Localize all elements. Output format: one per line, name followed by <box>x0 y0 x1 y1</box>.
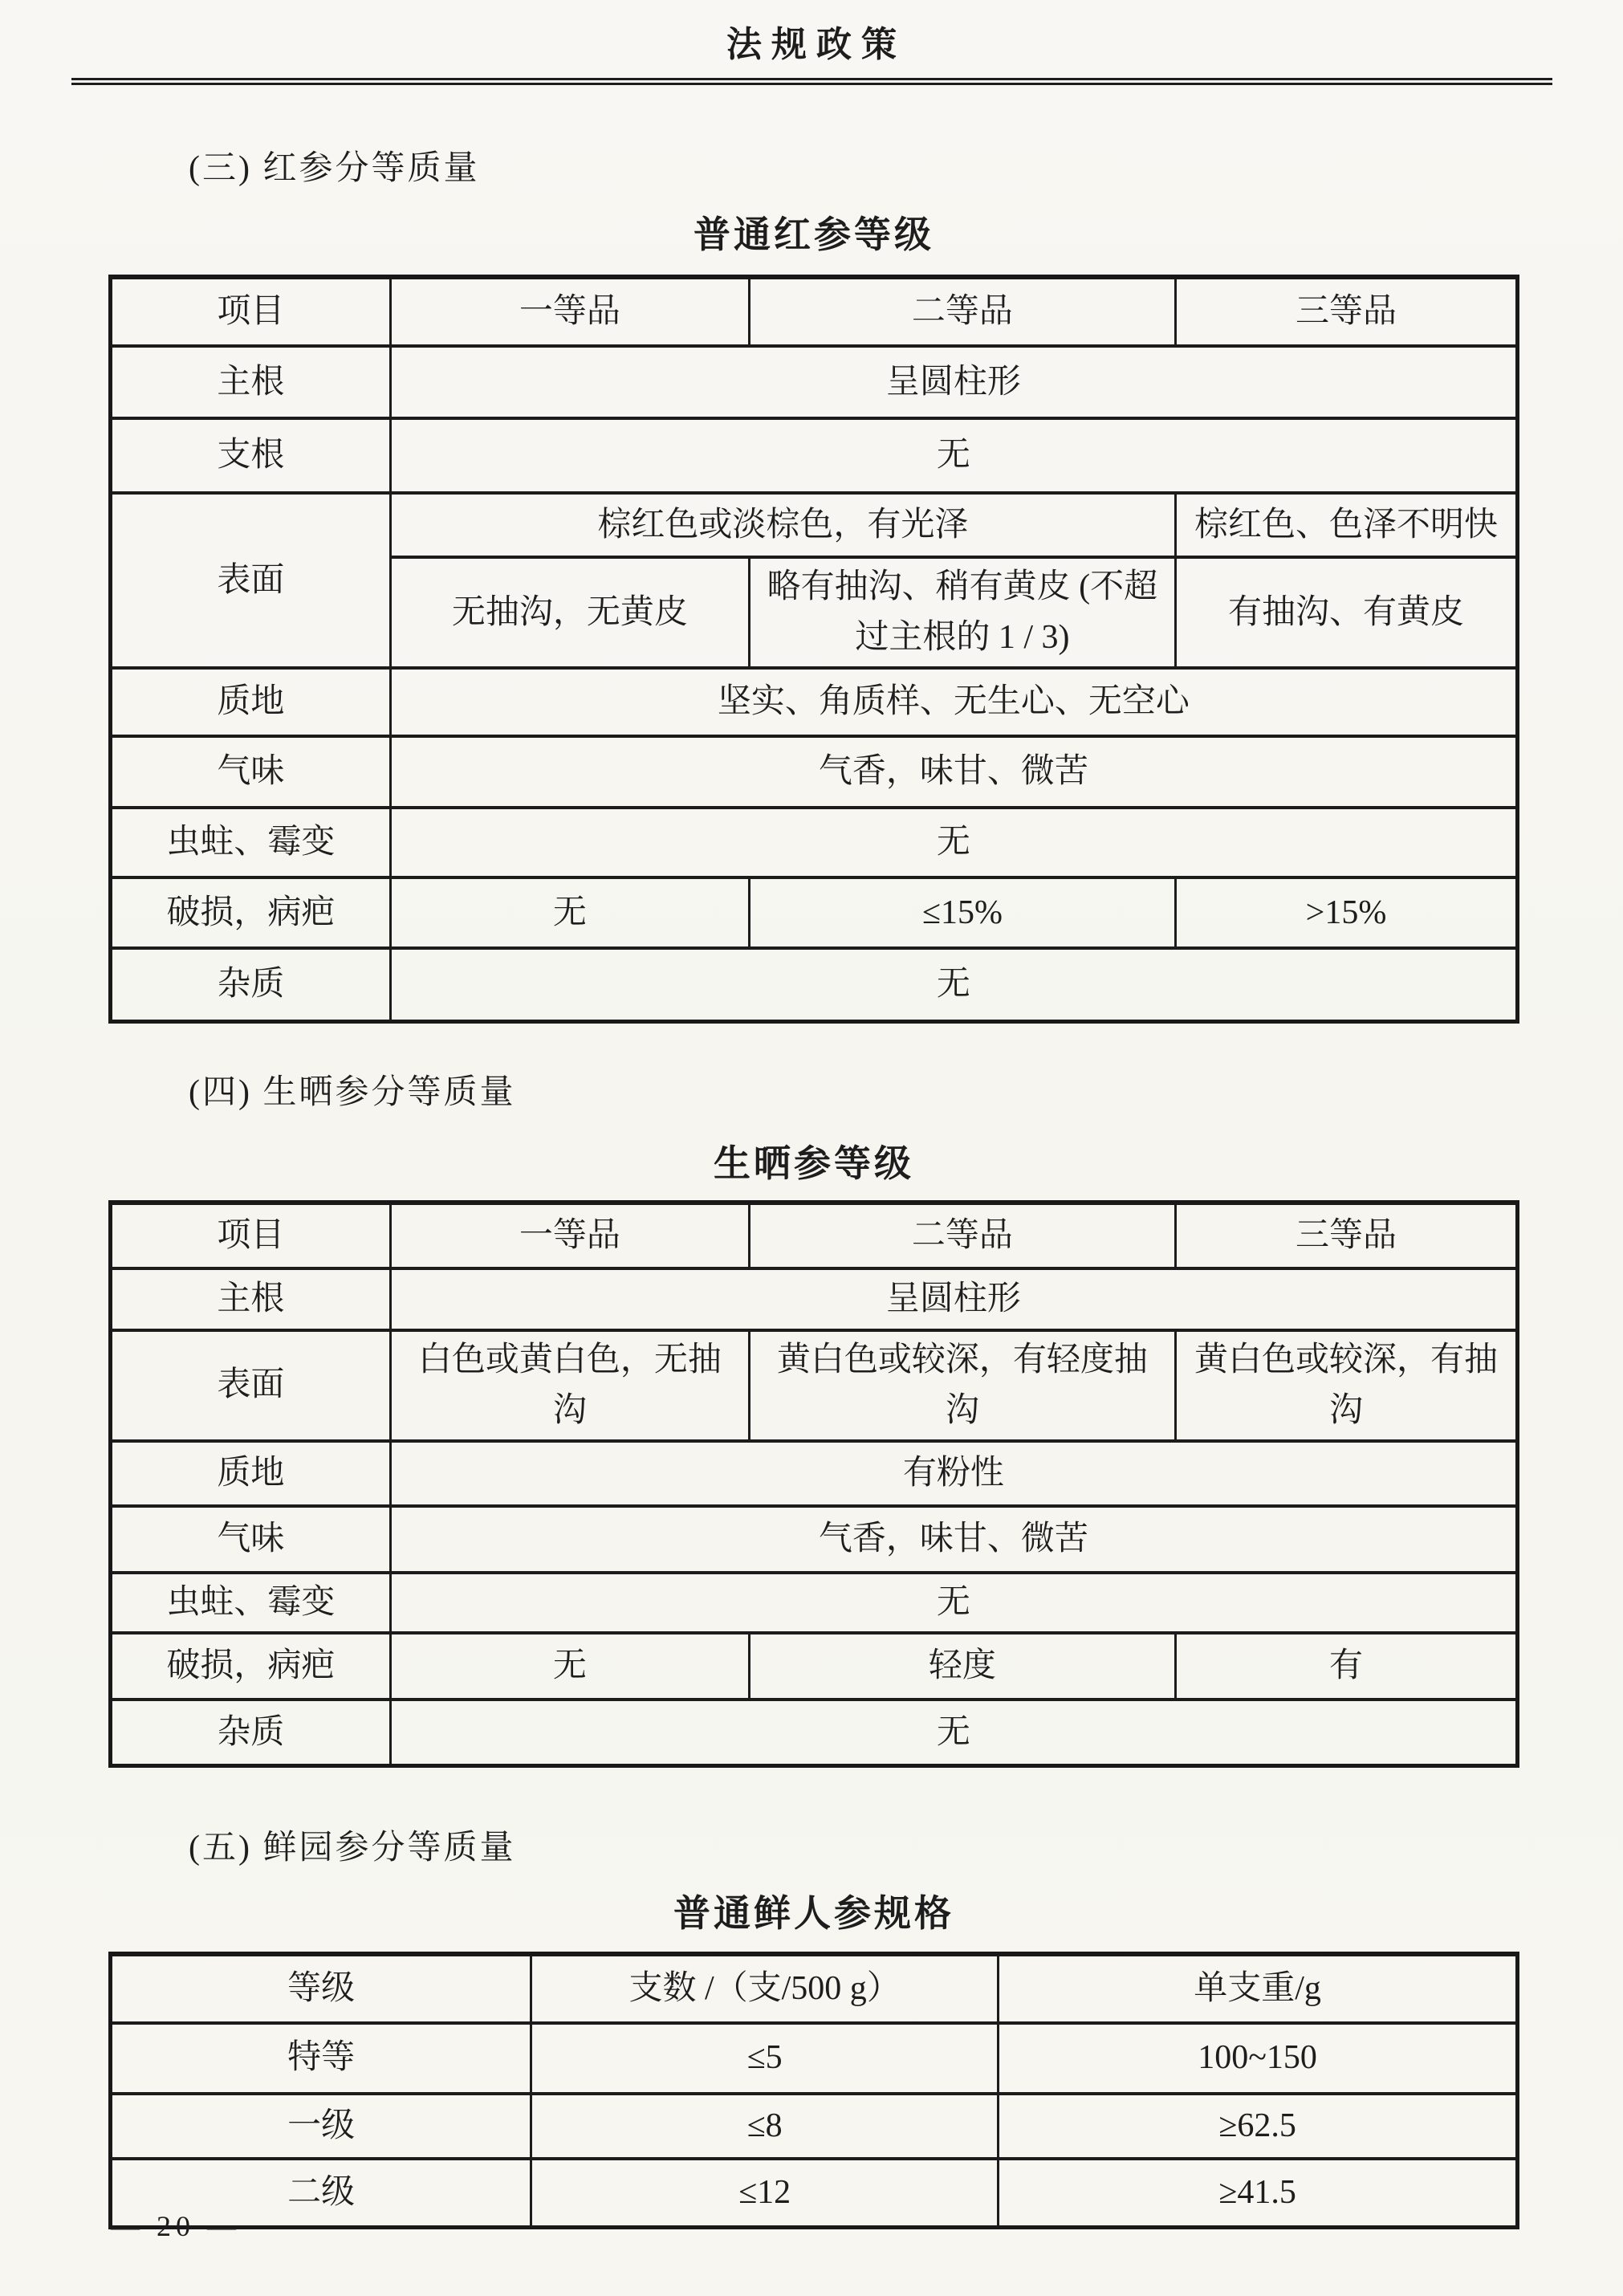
table-row <box>111 1268 1518 1330</box>
cell-value: 无 <box>390 1633 749 1700</box>
cell-value: ≥41.5 <box>999 2159 1518 2228</box>
column-header: 等级 <box>111 1954 531 2023</box>
table-row <box>111 1573 1518 1633</box>
cell-value: 棕红色、色泽不明快 <box>1176 493 1518 557</box>
row-label: 支根 <box>111 418 391 493</box>
column-header: 一等品 <box>390 1203 749 1268</box>
table-row <box>111 493 1518 557</box>
table-row <box>111 877 1518 948</box>
column-header: 二等品 <box>749 277 1175 346</box>
doc-header-title: 法规政策 <box>726 25 906 64</box>
cell-value: ≤12 <box>531 2159 999 2228</box>
cell-value: 气香，味甘、微苦 <box>390 736 1517 808</box>
cell-value: 轻度 <box>749 1633 1175 1700</box>
column-header: 项目 <box>111 277 391 346</box>
cell-value: 黄白色或较深，有轻度抽沟 <box>749 1330 1175 1441</box>
row-label: 破损，病疤 <box>111 1633 391 1700</box>
column-header: 单支重/g <box>999 1954 1518 2023</box>
row-label: 特等 <box>111 2023 531 2094</box>
cell-value: 坚实、角质样、无生心、无空心 <box>390 668 1517 736</box>
row-label: 一级 <box>111 2094 531 2159</box>
row-label: 破损，病疤 <box>111 877 391 948</box>
cell-value: 无 <box>390 877 749 948</box>
table-row <box>111 418 1518 493</box>
row-label: 表面 <box>111 493 391 668</box>
red-ginseng-grade-table <box>108 275 1519 1024</box>
row-label: 二级 <box>111 2159 531 2228</box>
column-header: 项目 <box>111 1203 391 1268</box>
cell-value: 100~150 <box>999 2023 1518 2094</box>
table-row <box>111 2094 1518 2159</box>
header-divider-rule <box>71 78 1552 85</box>
cell-value: 无 <box>390 1573 1517 1633</box>
cell-value: 无抽沟，无黄皮 <box>390 557 749 668</box>
row-label: 虫蛀、霉变 <box>111 1573 391 1633</box>
table-row <box>111 808 1518 877</box>
table-row <box>111 736 1518 808</box>
row-label: 质地 <box>111 1441 391 1506</box>
column-header: 三等品 <box>1176 1203 1518 1268</box>
section-heading-dried-ginseng: (四) 生晒参分等质量 <box>189 1073 516 1111</box>
cell-value: 有 <box>1176 1633 1518 1700</box>
cell-value: ≤8 <box>531 2094 999 2159</box>
column-header: 二等品 <box>749 1203 1175 1268</box>
cell-value: 呈圆柱形 <box>390 1268 1517 1330</box>
table-header-row <box>111 277 1518 346</box>
cell-value: 有粉性 <box>390 1441 1517 1506</box>
column-header: 一等品 <box>390 277 749 346</box>
cell-value: ≤15% <box>749 877 1175 948</box>
table-row <box>111 346 1518 418</box>
table-header-row <box>111 1203 1518 1268</box>
table-row <box>111 1330 1518 1441</box>
cell-value: 呈圆柱形 <box>390 346 1517 418</box>
table-row <box>111 2159 1518 2228</box>
table-title-fresh-ginseng: 普通鲜人参规格 <box>673 1892 954 1934</box>
table-header-row <box>111 1954 1518 2023</box>
table-row <box>111 2023 1518 2094</box>
section-heading-red-ginseng: (三) 红参分等质量 <box>189 149 480 187</box>
row-label: 主根 <box>111 1268 391 1330</box>
table-row <box>111 1441 1518 1506</box>
cell-value: 无 <box>390 808 1517 877</box>
column-header: 三等品 <box>1176 277 1518 346</box>
page-number: — 20 — <box>111 2210 241 2242</box>
cell-value: 白色或黄白色，无抽沟 <box>390 1330 749 1441</box>
cell-value: 无 <box>390 1700 1517 1766</box>
table-row <box>111 1506 1518 1573</box>
table-row <box>111 948 1518 1021</box>
cell-value: 无 <box>390 418 1517 493</box>
row-label: 虫蛀、霉变 <box>111 808 391 877</box>
row-label: 气味 <box>111 1506 391 1573</box>
cell-value: ≥62.5 <box>999 2094 1518 2159</box>
row-label: 杂质 <box>111 948 391 1021</box>
cell-value: >15% <box>1176 877 1518 948</box>
cell-value: 无 <box>390 948 1517 1021</box>
table-title-dried-ginseng: 生晒参等级 <box>714 1142 914 1184</box>
row-label: 杂质 <box>111 1700 391 1766</box>
row-label: 气味 <box>111 736 391 808</box>
table-row <box>111 1633 1518 1700</box>
cell-value: 黄白色或较深，有抽沟 <box>1176 1330 1518 1441</box>
page-content <box>0 149 1623 2229</box>
section-heading-fresh-ginseng: (五) 鲜园参分等质量 <box>189 1830 516 1867</box>
cell-value: 有抽沟、有黄皮 <box>1176 557 1518 668</box>
cell-value: 棕红色或淡棕色，有光泽 <box>390 493 1175 557</box>
cell-value: ≤5 <box>531 2023 999 2094</box>
row-label: 表面 <box>111 1330 391 1441</box>
column-header: 支数 /（支/500 g） <box>531 1954 999 2023</box>
row-label: 主根 <box>111 346 391 418</box>
table-title-red-ginseng: 普通红参等级 <box>694 214 934 256</box>
table-row <box>111 668 1518 736</box>
fresh-ginseng-spec-table <box>108 1952 1519 2230</box>
cell-value: 气香，味甘、微苦 <box>390 1506 1517 1573</box>
dried-ginseng-grade-table <box>108 1200 1519 1769</box>
row-label: 质地 <box>111 668 391 736</box>
table-row <box>111 1700 1518 1766</box>
cell-value: 略有抽沟、稍有黄皮 (不超过主根的 1 / 3) <box>749 557 1175 668</box>
